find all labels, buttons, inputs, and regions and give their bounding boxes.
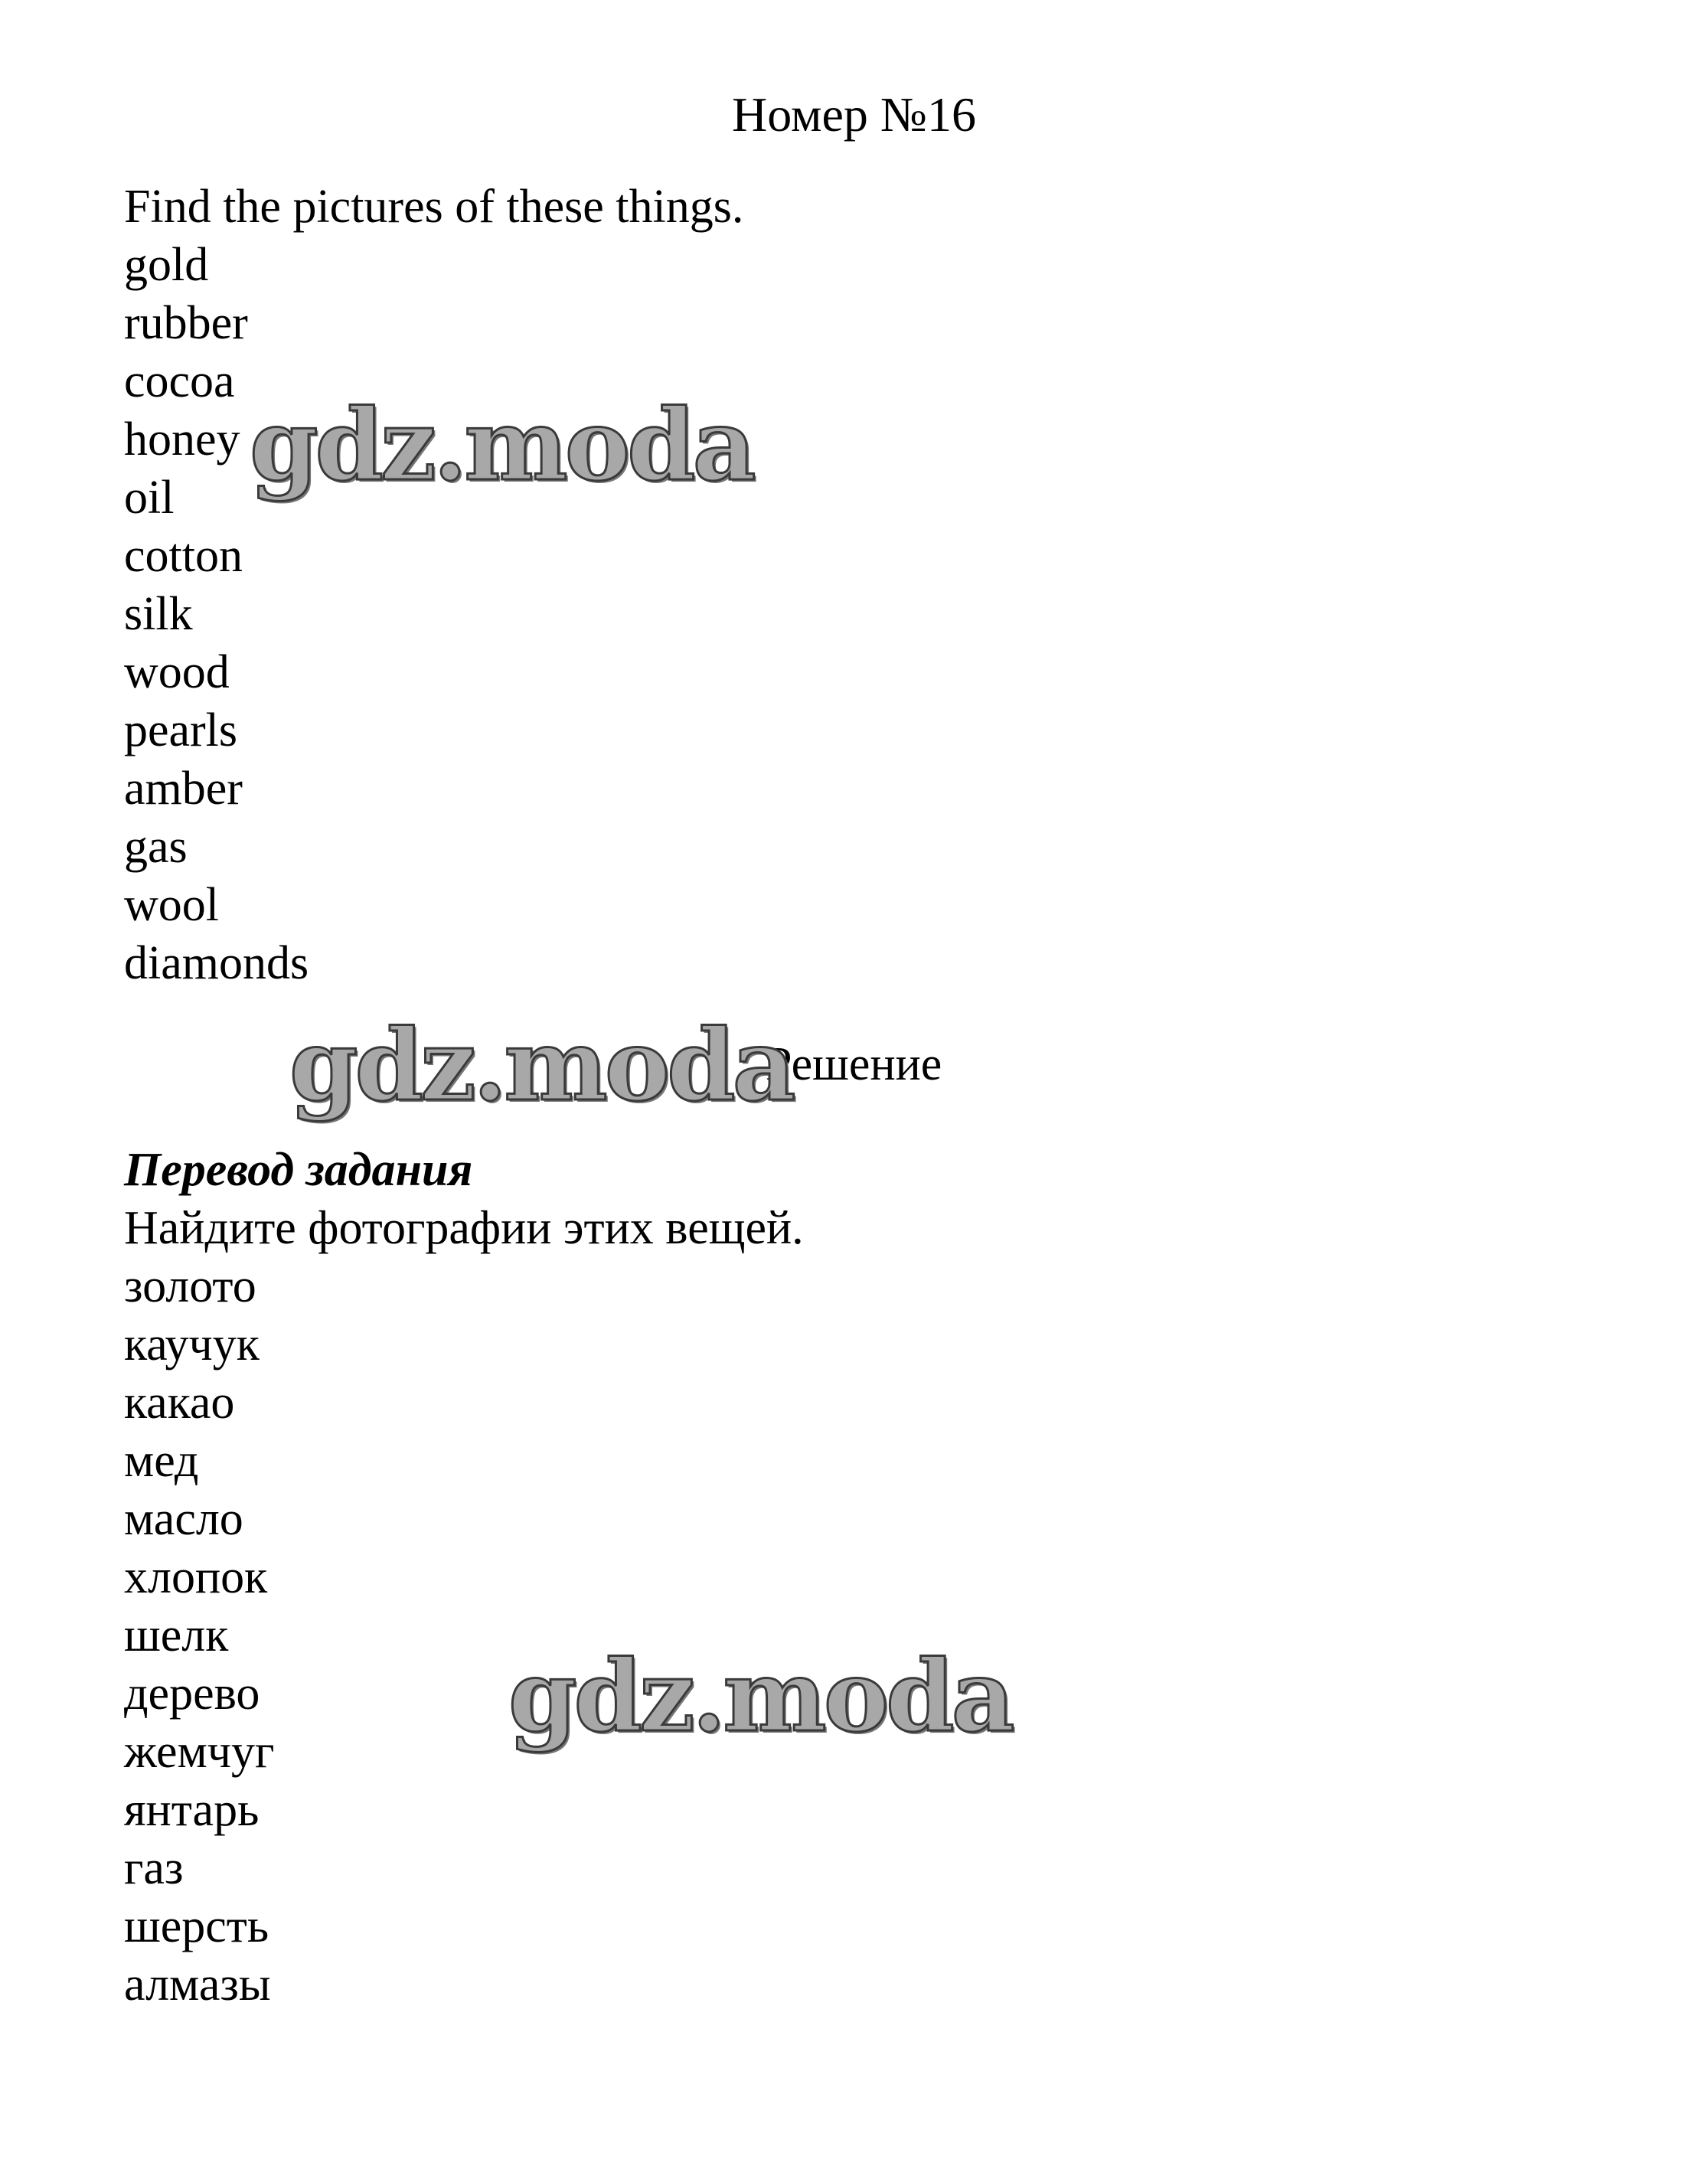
translation-word-item: жемчуг	[124, 1726, 275, 1778]
translation-word-item: каучук	[124, 1318, 260, 1370]
word-item: rubber	[124, 297, 248, 349]
translation-heading: Перевод задания	[124, 1144, 473, 1196]
translation-word-item: какао	[124, 1377, 235, 1429]
word-item: cocoa	[124, 355, 235, 407]
word-item: pearls	[124, 704, 238, 756]
word-item: oil	[124, 472, 175, 524]
word-item: cotton	[124, 530, 243, 582]
watermark: gdz.moda	[250, 388, 753, 503]
translation-word-item: мед	[124, 1435, 199, 1487]
word-item: gas	[124, 821, 188, 873]
translation-word-item: золото	[124, 1260, 256, 1312]
translation-word-item: шерсть	[124, 1900, 269, 1952]
task-instruction: Find the pictures of these things.	[124, 181, 744, 233]
translation-word-item: хлопок	[124, 1551, 268, 1603]
translation-word-item: шелк	[124, 1609, 229, 1661]
translation-word-item: янтарь	[124, 1784, 260, 1836]
solution-label: Решение	[766, 1038, 942, 1090]
watermark: gdz.moda	[289, 1008, 793, 1123]
word-item: wool	[124, 879, 219, 931]
word-item: wood	[124, 646, 230, 698]
translation-word-item: масло	[124, 1493, 243, 1545]
word-item: amber	[124, 763, 243, 815]
translation-word-item: алмазы	[124, 1959, 271, 2011]
word-item: silk	[124, 588, 193, 640]
page-title: Номер №16	[732, 87, 976, 142]
watermark: gdz.moda	[508, 1639, 1012, 1754]
word-item: honey	[124, 413, 240, 466]
word-item: diamonds	[124, 937, 309, 989]
word-item: gold	[124, 239, 209, 291]
translation-word-item: газ	[124, 1842, 184, 1894]
translation-instruction: Найдите фотографии этих вещей.	[124, 1202, 804, 1254]
translation-word-item: дерево	[124, 1668, 260, 1720]
